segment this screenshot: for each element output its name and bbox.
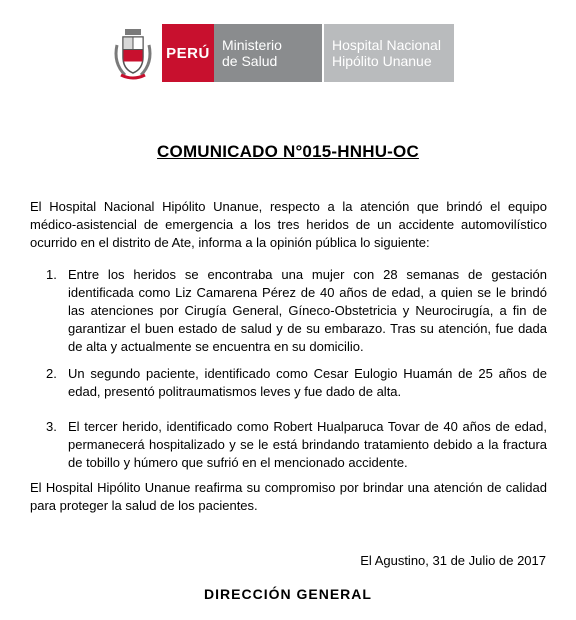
hospital-line-1: Hospital Nacional (332, 37, 441, 53)
date-line: El Agustino, 31 de Julio de 2017 (360, 553, 546, 568)
list-item-text: El tercer herido, identificado como Robert Hualparuca Tovar de 40 años de edad, permanecerá hospitalizado y se le está brindando tratamiento debido a la fractura de tobillo y húmero que sufrió en el mencionado accidente. (68, 419, 547, 470)
ministry-line-1: Ministerio (222, 37, 282, 53)
ministry-line-2: de Salud (222, 53, 278, 69)
peru-logo-box (162, 24, 214, 82)
list-item-text: Entre los heridos se encontraba una mujer con 28 semanas de gestación identificada como Liz Camarena Pérez de 40 años de edad, a quien se le brindó las atenciones por Cirugía General, Gíneco-Obstetricia y Neurocirugía, a fin de garantizar el buen estado de salud y de su embarazo. Tras su atención, fue dada de alta y actualmente se encuentra en su domicilio. (68, 267, 547, 354)
list-item (48, 418, 547, 472)
list-item-number: 3. (46, 419, 57, 434)
list-item-number: 1. (46, 267, 57, 282)
peru-label: PERÚ (166, 44, 210, 62)
signature-line: DIRECCIÓN GENERAL (204, 586, 372, 602)
list-item (48, 365, 547, 401)
list-item (48, 266, 547, 356)
list-item-text: Un segundo paciente, identificado como Cesar Eulogio Huamán de 25 años de edad, presentó politraumatismos leves y fue dado de alta. (68, 366, 547, 399)
document-title: COMUNICADO N°015-HNHU-OC (157, 142, 419, 161)
list-item-number: 2. (46, 366, 57, 381)
closing-paragraph: El Hospital Hipólito Unanue reafirma su compromiso por brindar una atención de calidad para proteger la salud de los pacientes. (30, 480, 547, 513)
hospital-logo-box (324, 24, 454, 82)
hospital-line-2: Hipólito Unanue (332, 53, 432, 69)
intro-paragraph: El Hospital Nacional Hipólito Unanue, respecto a la atención que brindó el equipo médico-asistencial de emergencia a los tres heridos de un accidente automovilístico ocurrido en el distrito de Ate, informa a la opinión pública lo siguiente: (30, 199, 547, 250)
coat-of-arms-icon (110, 24, 156, 82)
letterhead (110, 24, 454, 82)
ministry-logo-box (214, 24, 322, 82)
